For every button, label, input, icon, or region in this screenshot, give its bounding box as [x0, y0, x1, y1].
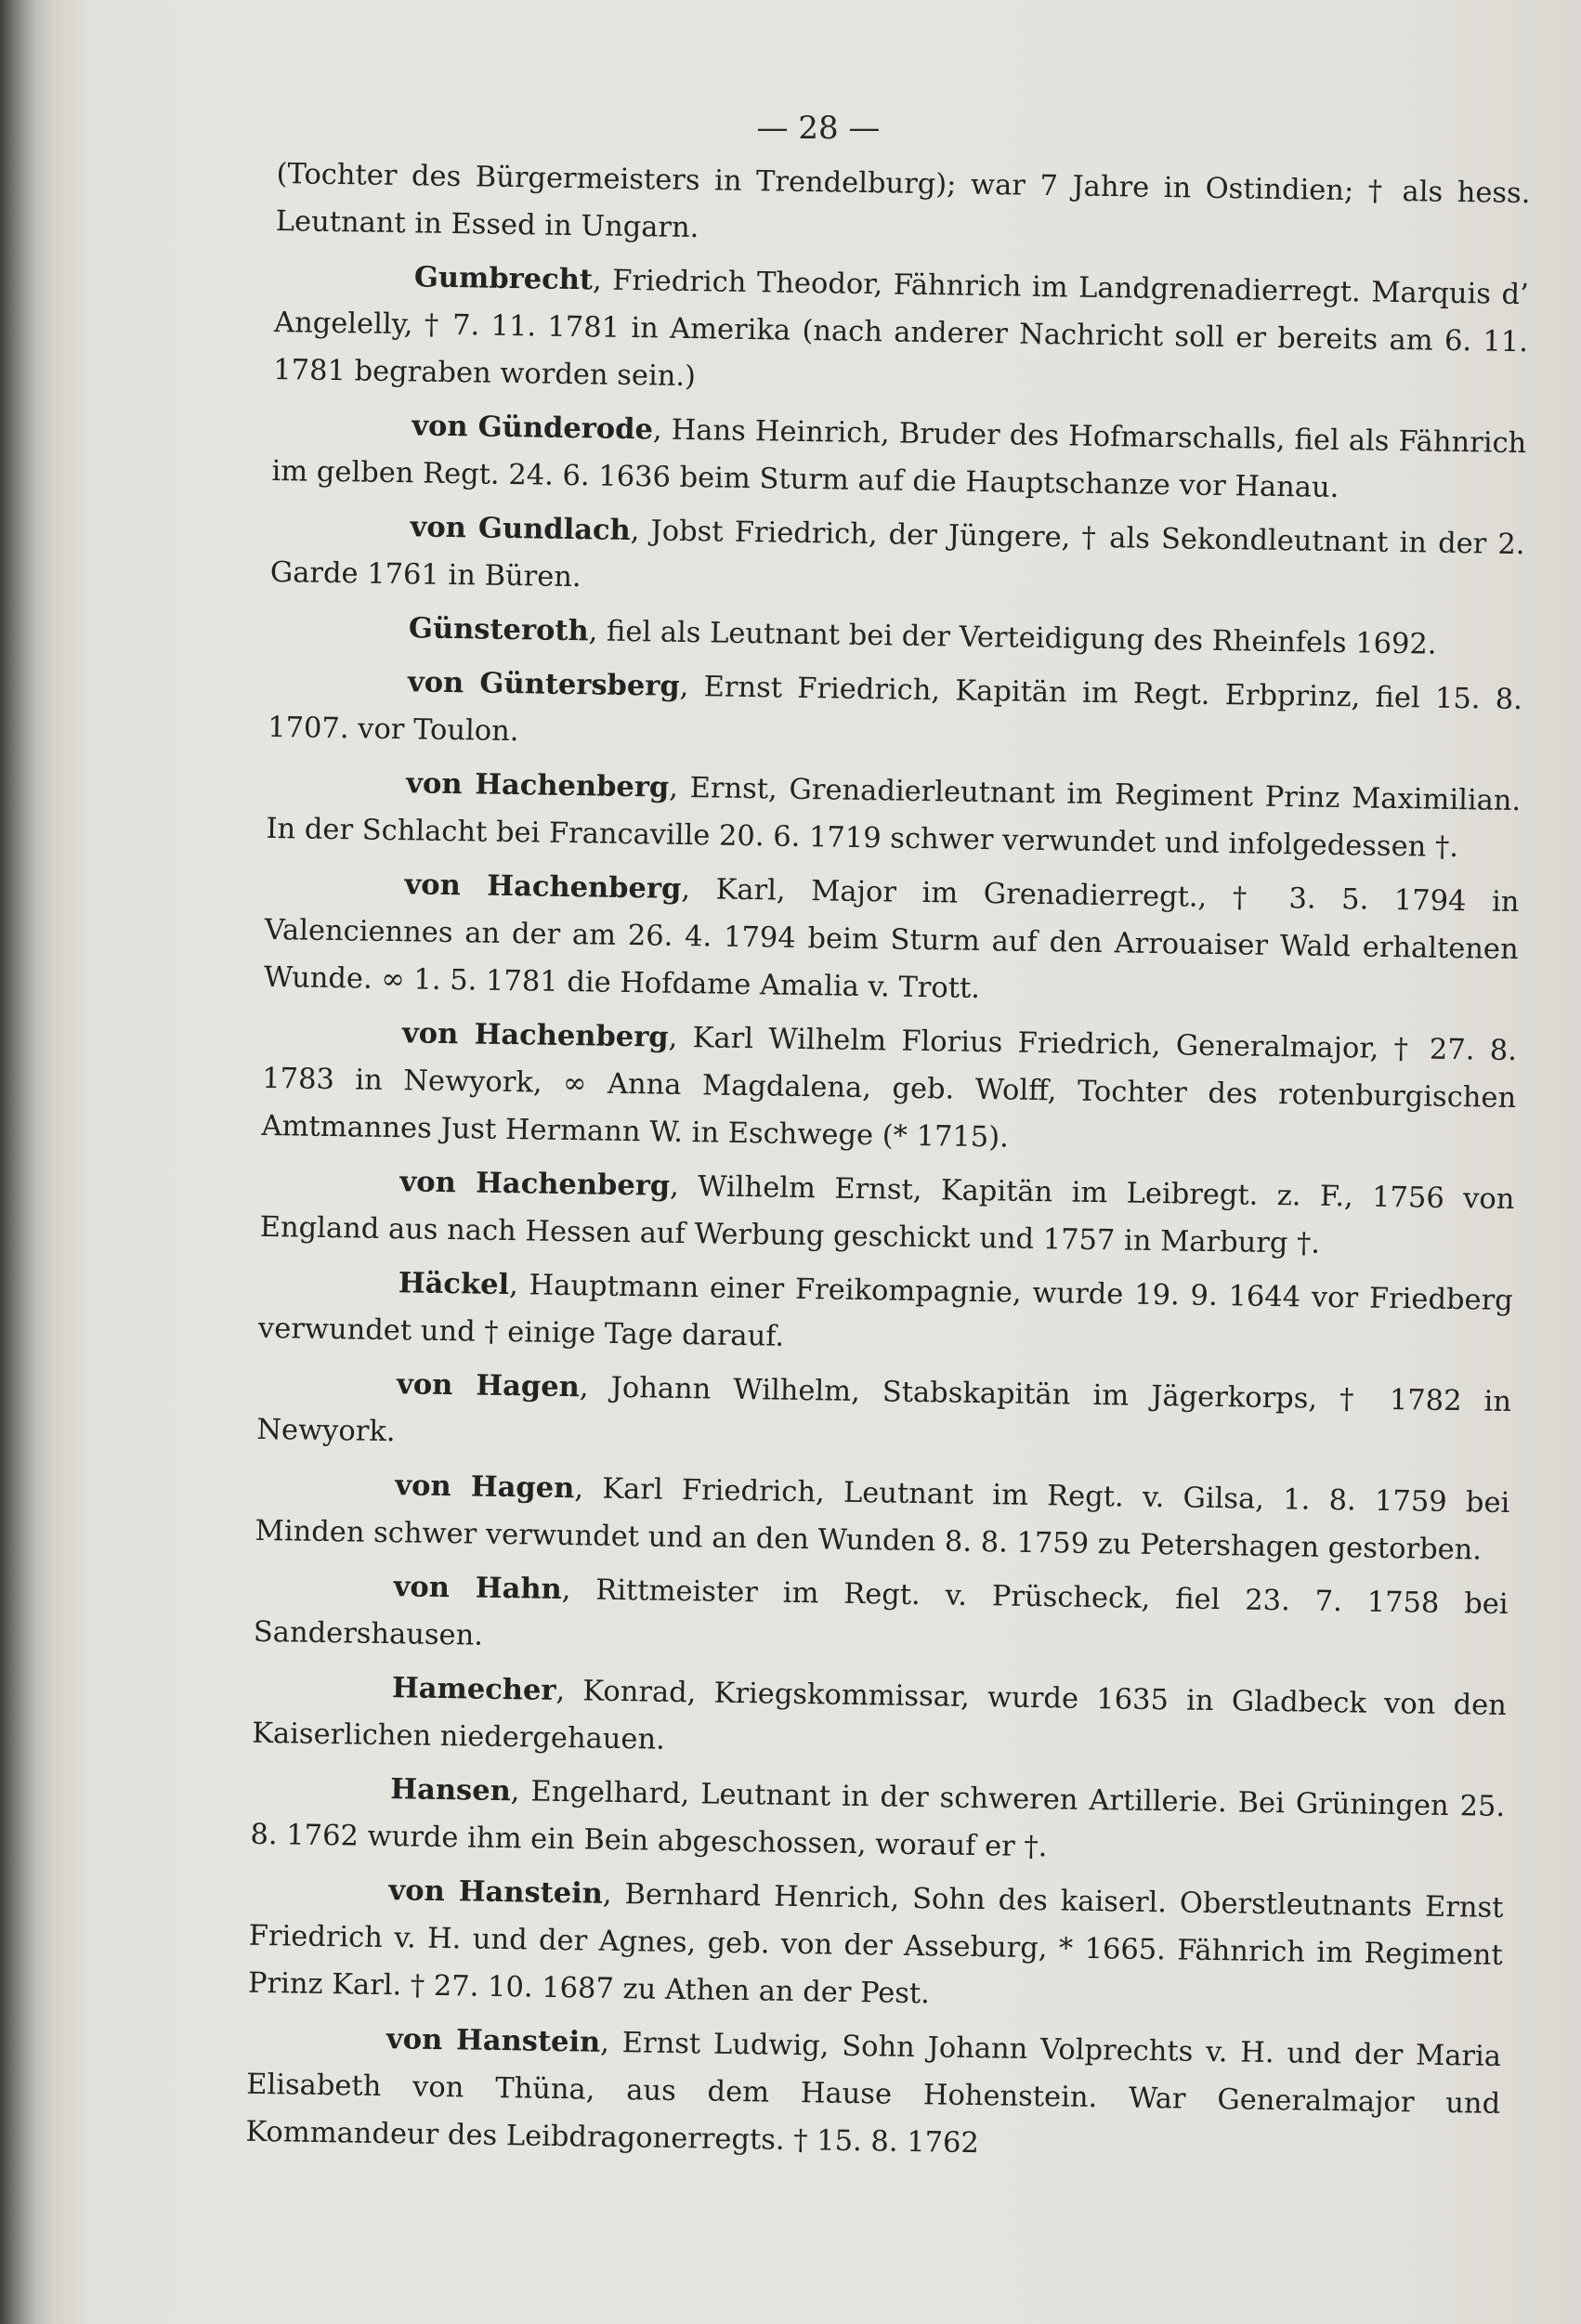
- entry-text: , Ernst Ludwig, Sohn Johann Volprechts v. H. und der Maria Elisabeth von Thüna, aus dem Hause Hohenstein. War Generalmajor und Kommandeur des Leibdragonerregts. † 15. 8. 1762: [245, 2026, 1502, 2161]
- entry-list: [245, 150, 1531, 2182]
- entry: [250, 1764, 1505, 1878]
- entry-name: von Gundlach: [410, 510, 632, 548]
- entry: [255, 1460, 1509, 1574]
- entry-text: , Karl Wilhelm Florius Friedrich, Generalmajor, † 27. 8. 1783 in Newyork, ∞ Anna Magdalena, geb. Wolff, Tochter des rotenburgischen Amtmannes Just Hermann W. in Eschwege (* 1715).: [261, 1021, 1518, 1155]
- entry: [264, 859, 1520, 1021]
- entry-name: von Hahn: [393, 1570, 563, 1607]
- book-page: [56, 0, 1581, 2324]
- entry-name: von Hanstein: [385, 2022, 601, 2059]
- entry: [256, 1359, 1511, 1473]
- entry-name: von Hanstein: [388, 1874, 604, 1911]
- entry-text: , Hauptmann einer Freikompagnie, wurde 19. 9. 1644 vor Friedberg verwundet und † einige Tage darauf.: [257, 1269, 1513, 1353]
- entry: [248, 1865, 1504, 2027]
- entry-text: , Wilhelm Ernst, Kapitän im Leibregt. z. F., 1756 von England aus nach Hessen auf Werbung geschickt und 1757 in Marburg †.: [259, 1169, 1515, 1260]
- entry-text: , Hans Heinrich, Bruder des Hofmarschalls, fiel als Fähnrich im gelben Regt. 24. 6. 1636 beim Sturm auf die Hauptschanze vor Hanau.: [271, 413, 1527, 505]
- page-number: — 28 —: [756, 110, 881, 147]
- entry: [254, 1561, 1509, 1676]
- entry-name: von Güntersberg: [407, 665, 680, 703]
- entry: [269, 502, 1524, 616]
- entry-text: , fiel als Leutnant bei der Verteidigung des Rheinfels 1692.: [588, 615, 1437, 661]
- entry: [273, 252, 1529, 413]
- entry-name: Gumbrecht: [413, 260, 594, 297]
- entry-name: von Hagen: [395, 1469, 575, 1506]
- entry: [275, 150, 1530, 265]
- entry-name: Häckel: [398, 1266, 510, 1302]
- entry-name: Hamecher: [391, 1671, 556, 1707]
- entry-text: , Ernst, Grenadierleutnant im Regiment Prinz Maximilian. In der Schlacht bei Francaville 20. 6. 1719 schwer verwundet und infolgedessen †.: [266, 771, 1522, 865]
- entry-text: , Friedrich Theodor, Fähnrich im Landgrenadierregt. Marquis d’ Angelelly, † 7. 11. 1781 in Amerika (nach anderer Nachricht soll er bereits am 6. 11. 1781 begraben worden sein.): [273, 264, 1529, 394]
- entry: [259, 1156, 1514, 1271]
- entry-name: Günsteroth: [408, 611, 589, 648]
- entry: [258, 1258, 1513, 1372]
- entry-name: von Günderode: [412, 409, 654, 447]
- entry-text: , Jobst Friedrich, der Jüngere, † als Sekondleutnant in der 2. Garde 1761 in Büren.: [269, 515, 1525, 594]
- entry-name: von Hachenberg: [399, 1165, 671, 1203]
- entry: [252, 1663, 1507, 1777]
- entry-name: von Hagen: [396, 1367, 581, 1404]
- entry-text: , Johann Wilhelm, Stabskapitän im Jägerkorps, † 1782 in Newyork.: [256, 1371, 1512, 1449]
- entry-name: von Hachenberg: [406, 766, 670, 804]
- entry-name: Hansen: [390, 1772, 512, 1808]
- entry-name: von Hachenberg: [404, 868, 682, 906]
- entry: [261, 1008, 1517, 1169]
- entry-name: von Hachenberg: [401, 1016, 669, 1054]
- entry: [268, 657, 1522, 771]
- book-gutter-shadow: [0, 0, 56, 2324]
- entry-text: (Tochter des Bürgermeisters in Trendelburg); war 7 Jahre in Ostindien; † als hess. Leutnant in Essed in Ungarn.: [275, 157, 1531, 245]
- entry-text: , Ernst Friedrich, Kapitän im Regt. Erbprinz, fiel 15. 8. 1707. vor Toulon.: [267, 670, 1523, 749]
- entry-text: , Karl Friedrich, Leutnant im Regt. v. Gilsa, 1. 8. 1759 bei Minden schwer verwundet und an den Wunden 8. 8. 1759 zu Petershagen gestorben.: [255, 1472, 1510, 1567]
- entry: [271, 400, 1526, 515]
- entry: [245, 2014, 1501, 2175]
- entry-text: , Karl, Major im Grenadierregt., † 3. 5. 1794 in Valenciennes an der am 26. 4. 1794 beim Sturm auf den Arrouaiser Wald erhaltenen Wunde. ∞ 1. 5. 1781 die Hofdame Amalia v. Trott.: [263, 872, 1520, 1005]
- entry: [266, 758, 1521, 872]
- entry-text: , Engelhard, Leutnant in der schweren Artillerie. Bei Grüningen 25. 8. 1762 wurde ihm ein Bein abgeschossen, worauf er †.: [250, 1775, 1506, 1864]
- entry-text: , Konrad, Kriegskommissar, wurde 1635 in Gladbeck von den Kaiserlichen niedergehauen.: [251, 1674, 1508, 1756]
- entry-text: , Bernhard Henrich, Sohn des kaiserl. Oberstleutnants Ernst Friedrich v. H. und der Agnes, geb. von der Asseburg, * 1665. Fähnrich im Regiment Prinz Karl. † 27. 10. 1687 zu Athen an der Pest.: [247, 1877, 1504, 2011]
- entry-text: , Rittmeister im Regt. v. Prüscheck, fiel 23. 7. 1758 bei Sandershausen.: [253, 1573, 1509, 1652]
